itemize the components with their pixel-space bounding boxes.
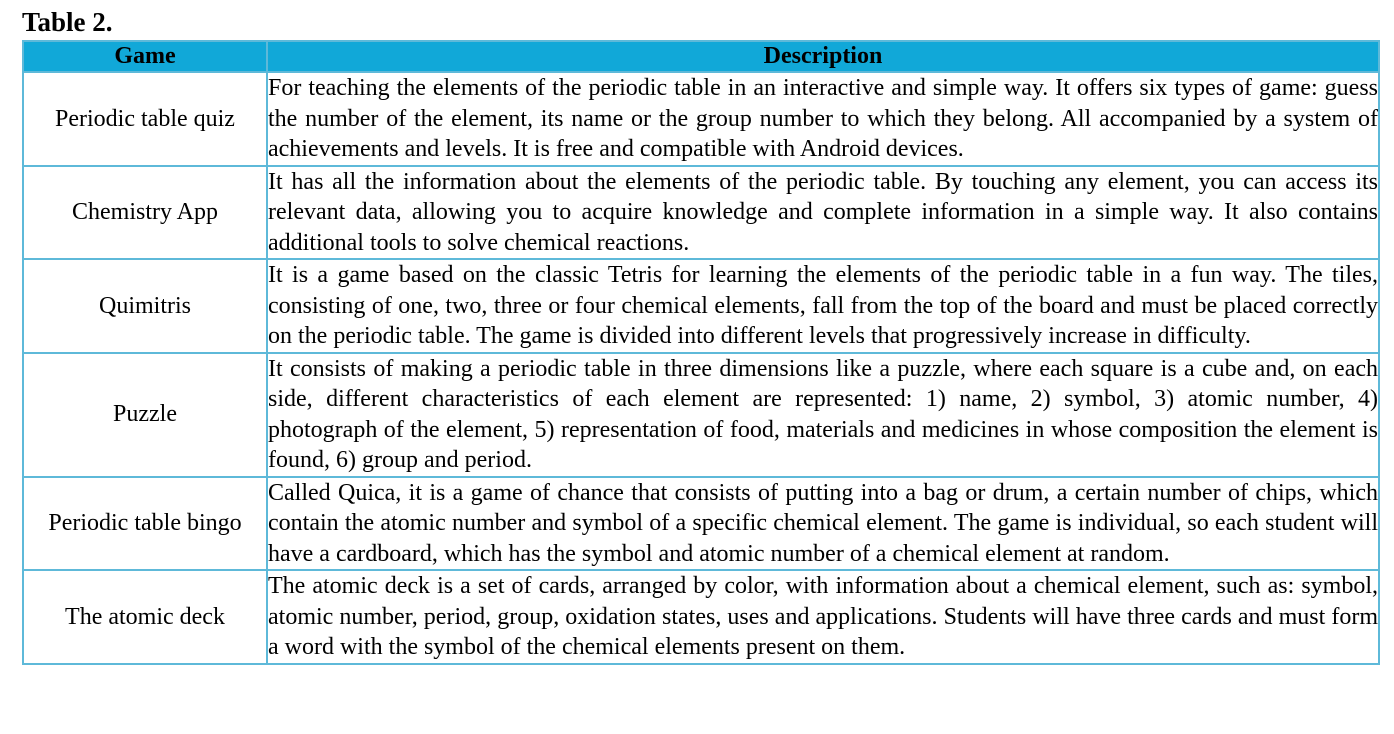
description-cell: It has all the information about the elements of the periodic table. By touching any element, you can access its relevant data, allowing you to acquire knowledge and complete information in a simple way. It also contains additional tools to solve chemical reactions. xyxy=(267,166,1379,260)
column-header-game: Game xyxy=(23,41,267,72)
column-header-description: Description xyxy=(267,41,1379,72)
table-caption: Table 2. xyxy=(22,7,113,37)
table-row xyxy=(23,477,1379,571)
game-cell: Periodic table bingo xyxy=(23,477,267,571)
table-row xyxy=(23,353,1379,477)
description-cell: It is a game based on the classic Tetris for learning the elements of the periodic table in a fun way. The tiles, consisting of one, two, three or four chemical elements, fall from the top of the board and must be placed correctly on the periodic table. The game is divided into different levels that progressively increase in difficulty. xyxy=(267,259,1379,353)
game-cell: The atomic deck xyxy=(23,570,267,664)
game-cell: Chemistry App xyxy=(23,166,267,260)
games-table xyxy=(22,40,1380,665)
description-cell: The atomic deck is a set of cards, arranged by color, with information about a chemical element, such as: symbol, atomic number, period, group, oxidation states, uses and applications. Students will have three cards and must form a word with the symbol of the chemical elements present on them. xyxy=(267,570,1379,664)
game-cell: Periodic table quiz xyxy=(23,72,267,166)
table-row xyxy=(23,570,1379,664)
description-cell: Called Quica, it is a game of chance that consists of putting into a bag or drum, a certain number of chips, which contain the atomic number and symbol of a specific chemical element. The game is individual, so each student will have a cardboard, which has the symbol and atomic number of a chemical element at random. xyxy=(267,477,1379,571)
table-row xyxy=(23,72,1379,166)
table-row xyxy=(23,259,1379,353)
table-header-row xyxy=(23,41,1379,72)
game-cell: Quimitris xyxy=(23,259,267,353)
game-cell: Puzzle xyxy=(23,353,267,477)
description-cell: It consists of making a periodic table in three dimensions like a puzzle, where each square is a cube and, on each side, different characteristics of each element are represented: 1) name, 2) symbol, 3) atomic number, 4) photograph of the element, 5) representation of food, materials and medicines in whose composition the element is found, 6) group and period. xyxy=(267,353,1379,477)
description-cell: For teaching the elements of the periodic table in an interactive and simple way. It offers six types of game: guess the number of the element, its name or the group number to which they belong. All accompanied by a system of achievements and levels. It is free and compatible with Android devices. xyxy=(267,72,1379,166)
table-row xyxy=(23,166,1379,260)
